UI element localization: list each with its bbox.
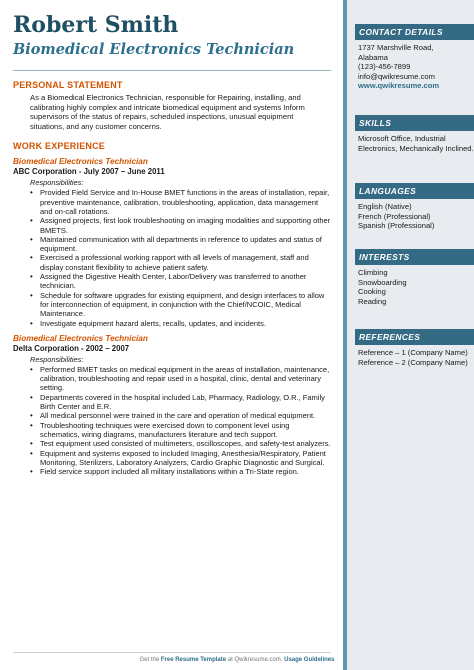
address-line: Alabama [358, 52, 388, 62]
responsibility-item: • Investigate equipment hazard alerts, recalls, updates, and incidents. [30, 319, 331, 328]
phone-number: (123)-456-7899 [358, 62, 411, 71]
responsibility-item: • Maintained communication with all departments in reference to updates and status of equipment. [30, 235, 331, 254]
job-title: Biomedical Electronics Technician [13, 333, 148, 343]
language-item: English (Native) [358, 202, 412, 211]
interests-section [355, 249, 474, 306]
references-section [355, 329, 474, 367]
skills-text: Microsoft Office, Industrial Electronics, Mechanically Inclined. [358, 134, 474, 153]
responsibility-item: • All medical personnel were trained in the care and operation of medical equipment. [30, 411, 331, 420]
personal-statement-text: As a Biomedical Electronics Technician, responsible for Repairing, installing, and calibrating highly complex and intricate biomedical equipment and systems Inform supervisors of the status of repairs, scheduled inspections, unusual equipment situations, and any customer concerns. [30, 93, 305, 131]
interest-item: Cooking [358, 287, 386, 296]
personal-statement-heading: PERSONAL STATEMENT [13, 80, 123, 90]
languages-section [355, 183, 474, 231]
responsibility-item: • Field service support included all military installations within a Tri-State region. [30, 467, 331, 476]
reference-item: Reference – 2 (Company Name) [358, 357, 468, 367]
responsibility-item: • Schedule for software upgrades for existing equipment, and design interfaces to allow for interconnection of equipment, in conjunction with the Chief/NCOIC, Medical Maintenance. [30, 291, 331, 319]
languages-heading: LANGUAGES [355, 183, 474, 199]
skills-section [355, 115, 474, 153]
interests-list [355, 268, 474, 306]
job-title: Biomedical Electronics Technician [13, 157, 148, 167]
address-line: 1737 Marshville Road, [358, 43, 434, 52]
email-link[interactable]: info@qwikresume.com [358, 71, 435, 81]
responsibility-item: • Assigned projects, first look troubleshooting on imaging modalities and supporting other BMETS. [30, 216, 331, 235]
contact-heading: CONTACT DETAILS [355, 24, 474, 40]
responsibility-item: • Test equipment used consisted of multimeters, oscilloscopes, and safety-test analyzers. [30, 439, 331, 448]
skills-heading: SKILLS [355, 115, 474, 131]
interest-item: Snowboarding [358, 277, 407, 287]
footer [0, 656, 474, 664]
free-template-link[interactable]: Free Resume Template [160, 657, 227, 663]
language-item: French (Professional) [358, 211, 431, 221]
footer-middle: at Qwikresume.com. [226, 657, 285, 663]
job-entry [13, 157, 331, 327]
work-experience-heading: WORK EXPERIENCE [13, 141, 106, 152]
responsibilities-list [30, 365, 331, 477]
responsibility-item: • Troubleshooting techniques were exercised down to component level using schematics, wiring diagrams, manufacturers literature and tech support. [30, 421, 331, 440]
references-list [355, 348, 474, 367]
interest-item: Climbing [358, 268, 388, 277]
main-column [13, 12, 331, 476]
language-item: Spanish (Professional) [358, 221, 435, 230]
languages-list [355, 202, 474, 231]
header-divider [13, 70, 331, 71]
responsibilities-label: Responsibilities: [30, 354, 84, 364]
responsibility-item: • Exercised a professional working rapport with all levels of management, staff and display constant flexibility to achieve patient safety. [30, 253, 331, 272]
responsibility-item: • Assigned the Digestive Health Center, Labor/Delivery was transferred to another technician. [30, 272, 331, 291]
interest-item: Reading [358, 296, 387, 306]
interests-heading: INTERESTS [355, 249, 474, 265]
reference-item: Reference – 1 (Company Name) [358, 348, 468, 357]
job-company-dates: ABC Corporation - July 2007 – June 2011 [13, 167, 165, 177]
references-heading: REFERENCES [355, 329, 474, 345]
job-company-dates: Delta Corporation - 2002 – 2007 [13, 343, 130, 353]
job-entry [13, 334, 331, 477]
sidebar [343, 0, 474, 670]
responsibility-item: • Performed BMET tasks on medical equipment in the areas of installation, maintenance, calibration, troubleshooting and repair used in a hospital, clinic, dental and veterinary setting. [30, 365, 331, 393]
contact-details [355, 43, 474, 91]
website-link[interactable]: www.qwikresume.com [358, 81, 440, 90]
responsibility-item: • Provided Field Service and In-House BMET functions in the areas of installation, repair, preventive maintenance, calibration, troubleshooting, application, data management and on-call rotations. [30, 188, 331, 216]
footer-divider [13, 652, 331, 653]
contact-section [355, 24, 474, 91]
candidate-name: Robert Smith [13, 12, 179, 38]
footer-prefix: Get the [139, 657, 161, 663]
responsibility-item: • Equipment and systems exposed to included Imaging, Anesthesia/Respiratory, Patient Monitoring, Sterilizers, Laboratory Analyzers, Cardio Graphic Diagnostic and Surgical. [30, 449, 331, 468]
responsibilities-label: Responsibilities: [30, 178, 84, 188]
responsibilities-list [30, 188, 331, 327]
usage-guidelines-link[interactable]: Usage Guidelines [284, 657, 335, 663]
candidate-title: Biomedical Electronics Technician [13, 41, 295, 58]
responsibility-item: • Departments covered in the hospital included Lab, Pharmacy, Radiology, O.R., Family Birth Center and E.R. [30, 393, 331, 412]
